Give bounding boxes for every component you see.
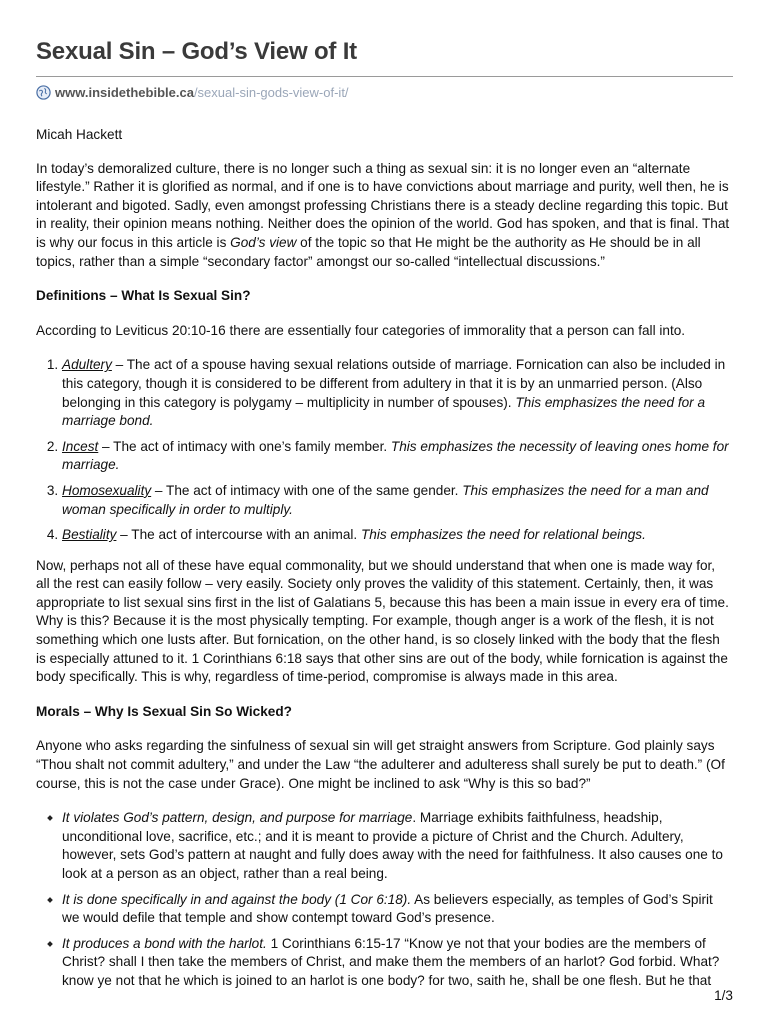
category-emphasis: This emphasizes the need for a man and woman specifically in order to multiply. [62, 482, 709, 517]
heading-definitions: Definitions – What Is Sexual Sin? [36, 288, 251, 304]
category-emphasis: This emphasizes the necessity of leaving ones home for marriage. [62, 438, 729, 473]
category-term: Adultery [62, 357, 112, 373]
category-term: Homosexuality [62, 482, 152, 498]
intro-paragraph [36, 160, 732, 272]
category-item [62, 356, 732, 430]
author-name: Micah Hackett [36, 127, 123, 142]
heading-morals: Morals – Why Is Sexual Sin So Wicked? [36, 703, 292, 719]
reason-lead: It produces a bond with the harlot. [62, 935, 267, 951]
intro-text-1: In today’s demoralized culture, there is no longer such a thing as sexual sin: it is no longer even an “alternate lifestyle.” Rather it is glorified as normal, and if one is to have convictions about marriage and purity, well then, he is intolerant and bigoted. Sadly, even amongst professing Christians there is a steady decline regarding this topic. But in reality, their opinion means nothing. Neither does the opinion of the world. God has spoken, and that is final. That is why our focus in this article is [36, 160, 730, 250]
category-emphasis: This emphasizes the need for relational beings. [360, 527, 646, 543]
reasons-list [36, 809, 732, 990]
categories-list [36, 356, 732, 544]
source-domain[interactable]: www.insidethebible.ca [55, 85, 194, 100]
article-title: Sexual Sin – God’s View of It [36, 38, 357, 65]
reason-lead: It is done specifically in and against the body (1 Cor 6:18). [62, 891, 412, 907]
reason-item [62, 809, 732, 883]
commonality-paragraph: Now, perhaps not all of these have equal commonality, but we should understand that when one is made way for, all the rest can easily follow – very easily. Society only proves the validity of this statement. Certainly, then, it was appropriate to list sexual sins first in the list of Galatians 5, because this has been a main issue in every era of time. Why is this? Because it is the most physically tempting. For example, though anger is a work of the flesh, it is not something which one lusts after. But fornication, on the other hand, is so closely linked with the body that the flesh is especially attuned to it. 1 Corinthians 6:18 says that other sins are out of the body, while fornication is against the body specifically. This is why, regardless of time-period, compromise is always made in this area. [36, 557, 729, 685]
category-text: – The act of intimacy with one’s family member. [98, 438, 391, 454]
source-link[interactable] [36, 85, 349, 100]
category-term: Incest [62, 438, 99, 454]
page-number: 1/3 [714, 988, 733, 1003]
globe-icon [36, 85, 51, 100]
intro-text-2: of the topic so that He might be the authority as He should be in all topics, rather than a simple “secondary factor” amongst our so-called “intellectual discussions.” [36, 234, 701, 269]
intro-emphasis: God’s view [230, 234, 297, 250]
category-text: – The act of intimacy with one of the same gender. [151, 482, 463, 498]
reason-text: . Marriage exhibits faithfulness, headship, unconditional love, sacrifice, etc.; and it is meant to provide a picture of Christ and the Church. Adultery, however, sets God’s pattern at naught and fully does away with the need for faithfulness. It also causes one to look at a person as an object, rather than a real being. [62, 810, 723, 881]
category-text: – The act of a spouse having sexual relations outside of marriage. Fornication can also be included in this category, though it is considered to be different from adultery in that it is by an unmarried person. (Also belonging in this category is polygamy – multiplicity in number of spouses). [62, 357, 726, 410]
reason-item [62, 935, 732, 991]
morals-intro: Anyone who asks regarding the sinfulness of sexual sin will get straight answers from Scripture. God plainly says “Thou shalt not commit adultery,” and under the Law “the adulterer and adulteress shall surely be put to death.” (Of course, this is not the case under Grace). One might be inclined to ask “Why is this so bad?” [36, 738, 725, 791]
reason-text: As believers especially, as temples of God’s Spirit we would defile that temple and show contempt toward God’s presence. [62, 891, 713, 926]
category-item [62, 438, 732, 475]
category-text: – The act of intercourse with an animal. [116, 527, 361, 543]
source-path[interactable]: /sexual-sin-gods-view-of-it/ [193, 85, 349, 100]
category-emphasis: This emphasizes the need for a marriage bond. [62, 394, 706, 429]
reason-item [62, 891, 732, 928]
category-item [62, 526, 732, 545]
article-body [36, 126, 732, 998]
category-term: Bestiality [62, 527, 117, 543]
reason-text: 1 Corinthians 6:15-17 “Know ye not that your bodies are the members of Christ? shall I then take the members of Christ, and make them the members of an harlot? God forbid. What? know ye not that he which is joined to an harlot is one body? for two, saith he, shall be one flesh. But he that [62, 935, 720, 988]
category-item [62, 482, 732, 519]
definitions-intro: According to Leviticus 20:10-16 there are essentially four categories of immorality that a person can fall into. [36, 322, 686, 338]
title-divider [36, 76, 733, 77]
reason-lead: It violates God’s pattern, design, and purpose for marriage [62, 810, 413, 826]
